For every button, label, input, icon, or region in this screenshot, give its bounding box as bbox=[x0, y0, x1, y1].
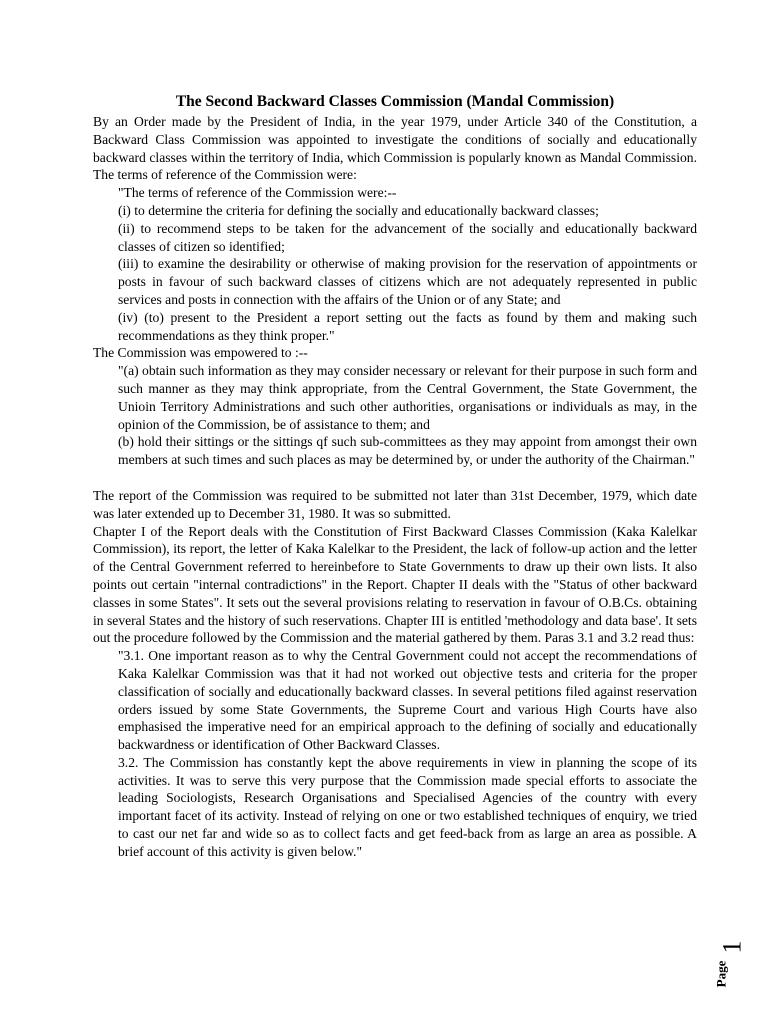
paragraph: "The terms of reference of the Commission were:-- bbox=[118, 185, 397, 201]
paragraph: The Commission was empowered to :-- bbox=[93, 345, 308, 361]
paragraph: (iii) to examine the desirability or otherwise of making provision for the reservation of appointments or posts in favour of such backward classes of citizens which are not adequately represented in public services and posts in connection with the affairs of the Union or of any State; and bbox=[118, 256, 697, 307]
paragraph: 3.2. The Commission has constantly kept the above requirements in view in planning the scope of its activities. It was to serve this very purpose that the Commission made special efforts to associate the leading Sociologists, Research Organisations and Specialised Agencies of the country with every important facet of its activity. Instead of relying on one or two established techniques of enquiry, we tried to cast our net far and wide so as to collect facts and get feed-back from as large an area as possible. A brief account of this activity is given below." bbox=[118, 754, 697, 859]
paragraph: Chapter I of the Report deals with the Constitution of First Backward Classes Commission (Kaka Kalelkar Commission), its report, the letter of Kaka Kalelkar to the President, the lack of follow-up action and the letter of the Central Government referred to hereinbefore to State Governments to draw up their own lists. It also points out certain "internal contradictions" in the Report. Chapter II deals with the "Status of other backward classes in some States". It sets out the several provisions relating to reservation in favour of O.B.Cs. obtaining in several States and the history of such reservations. Chapter III is entitled 'methodology and data base'. It sets out the procedure followed by the Commission and the material gathered by them. Paras 3.1 and 3.2 read thus: bbox=[93, 523, 697, 646]
document-page bbox=[93, 92, 697, 861]
paragraph: (b) hold their sittings or the sittings qf such sub-committees as they may appoint from amongst their own members at such times and such places as may be determined by, or under the authority of the Chairman." bbox=[118, 434, 697, 468]
document-body bbox=[93, 113, 697, 861]
paragraph: By an Order made by the President of India, in the year 1979, under Article 340 of the Constitution, a Backward Class Commission was appointed to investigate the conditions of socially and educationally backward classes within the territory of India, which Commission is popularly known as Mandal Commission. The terms of reference of the Commission were: bbox=[93, 114, 697, 183]
paragraph: "3.1. One important reason as to why the Central Government could not accept the recommendations of Kaka Kalelkar Commission was that it had not worked out objective tests and criteria for the proper classification of socially and educationally backward classes. In several petitions filed against reservation orders issued by some State Governments, the Supreme Court and various High Courts have also emphasised the imperative need for an empirical approach to the defining of socially and educationally backwardness or identification of Other Backward Classes. bbox=[118, 648, 697, 753]
paragraph: (iv) (to) present to the President a report setting out the facts as found by them and making such recommendations as they think proper." bbox=[118, 309, 697, 343]
paragraph: (i) to determine the criteria for defining the socially and educationally backward classes; bbox=[118, 202, 599, 218]
page-label: Page bbox=[713, 960, 729, 988]
paragraph-gap bbox=[93, 469, 697, 487]
page-number: 1 bbox=[717, 940, 747, 954]
document-title: The Second Backward Classes Commission (Mandal Commission) bbox=[175, 93, 615, 110]
paragraph: The report of the Commission was required to be submitted not later than 31st December, 1979, which date was later extended up to December 31, 1980. It was so submitted. bbox=[93, 487, 697, 521]
paragraph: "(a) obtain such information as they may consider necessary or relevant for their purpose in such form and such manner as they may think appropriate, from the Central Government, the State Government, the Unioin Territory Administrations and such other authorities, organisations or individuals as may, in the opinion of the Commission, be of assistance to them; and bbox=[118, 363, 697, 432]
paragraph: (ii) to recommend steps to be taken for the advancement of the socially and educationally backward classes of citizen so identified; bbox=[118, 220, 697, 254]
page-footer bbox=[713, 940, 756, 990]
